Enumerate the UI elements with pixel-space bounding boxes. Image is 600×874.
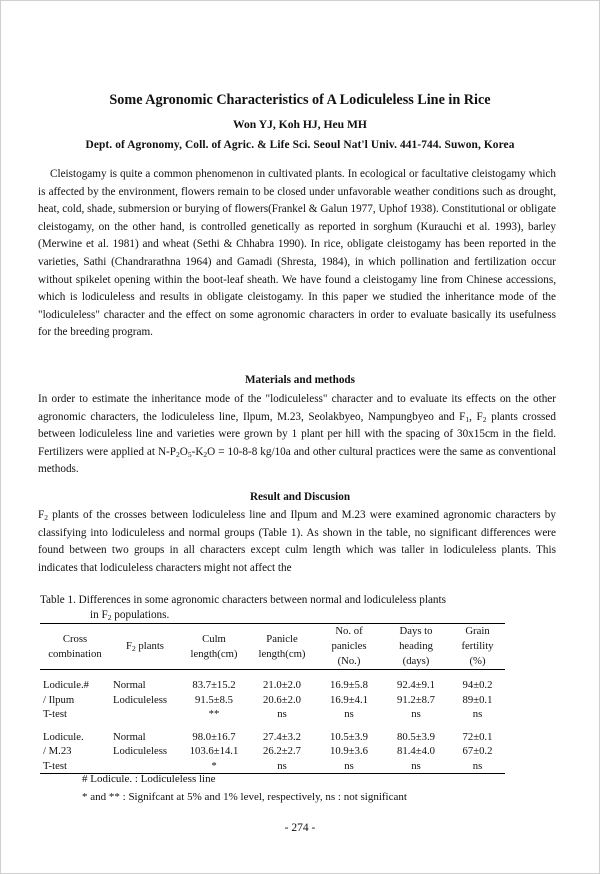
cell-days: ns	[382, 759, 450, 774]
table-row	[40, 744, 505, 759]
spacer	[40, 722, 505, 730]
cell-plants	[110, 759, 180, 774]
header-text: heading	[399, 640, 433, 652]
footnote-significance: * and ** : Signifcant at 5% and 1% level, respectively, ns : not significant	[82, 791, 407, 803]
header-text: Grain	[465, 625, 490, 637]
table-row	[40, 759, 505, 774]
cell-panicle: 26.2±2.7	[263, 745, 301, 757]
authors: Won YJ, Koh HJ, Heu MH	[233, 118, 367, 131]
header-text: plants	[135, 640, 164, 652]
methods-paragraph	[38, 391, 556, 479]
cell-culm: 103.6±14.1	[189, 745, 239, 757]
results-table	[40, 623, 505, 774]
table-row	[40, 730, 505, 745]
affiliation: Dept. of Agronomy, Coll. of Agric. & Life Sci. Seoul Nat'l Univ. 441-744. Suwon, Korea	[85, 139, 515, 151]
cell-no-panicles: ns	[344, 708, 354, 720]
footnote-lodicule: # Lodicule. : Lodiculeless line	[82, 773, 216, 785]
cell-culm: **	[208, 708, 220, 720]
cell-grain: 72±0.1	[462, 730, 493, 743]
header-text: length(cm)	[190, 647, 238, 660]
subscript: 2	[176, 449, 180, 459]
header-days-heading	[382, 624, 450, 670]
subscript: 1	[465, 414, 470, 424]
spacer	[40, 670, 505, 679]
cell-no-panicles: 16.9±5.8	[330, 679, 368, 691]
header-no-panicles	[316, 624, 382, 670]
header-text: (days)	[402, 655, 430, 667]
cell-plants: Normal	[113, 730, 146, 743]
header-plants	[110, 624, 180, 670]
cell-plants: Lodiculeless	[113, 693, 168, 706]
table-caption-line2	[40, 608, 520, 623]
cell-no-panicles: 10.5±3.9	[330, 730, 368, 743]
cell-no-panicles: 16.9±4.1	[330, 693, 368, 706]
header-grain-fertility	[450, 624, 505, 670]
methods-text: O	[179, 445, 188, 458]
results-text: plants of the crosses between lodiculeless line and Ilpum and M.23 were examined agronomic characters by classifying into lodiculeless and normal groups (Table 1). As shown in the table, no significant differences were found between two groups in all characters except culm length which was taller in lodiculeless plants. This indicates that lodiculeless characters might not affect the	[38, 509, 556, 574]
cell-grain: ns	[450, 759, 505, 774]
cell-panicle: ns	[248, 759, 316, 774]
cell-no-panicles: 10.9±3.6	[330, 745, 368, 757]
results-paragraph	[38, 507, 556, 577]
cell-days: 81.4±4.0	[397, 745, 435, 757]
cell-panicle: 20.6±2.0	[263, 693, 301, 706]
subscript: 2	[203, 449, 208, 459]
cell-panicle: 27.4±3.2	[263, 730, 301, 743]
table-row	[40, 693, 505, 708]
cell-grain: 67±0.2	[462, 745, 493, 757]
cell-cross: T-test	[40, 759, 110, 774]
cell-days: ns	[411, 708, 421, 720]
cell-cross: T-test	[43, 708, 67, 720]
header-text: (%)	[469, 655, 486, 667]
cell-no-panicles: ns	[316, 759, 382, 774]
table-header-row	[40, 624, 505, 670]
cell-grain: 94±0.2	[462, 679, 493, 691]
caption-text: in F	[90, 609, 108, 621]
header-text: panicles	[331, 640, 367, 652]
header-cross	[40, 624, 110, 670]
paper-title: Some Agronomic Characteristics of A Lodiculeless Line in Rice	[109, 92, 491, 108]
methods-text: -K	[191, 445, 204, 458]
cell-grain: ns	[472, 708, 483, 720]
cell-cross: Lodicule.#	[43, 679, 90, 691]
cell-culm: 83.7±15.2	[192, 679, 236, 691]
cell-panicle: ns	[277, 708, 287, 720]
methods-text: O = 10-8-8 kg/10a and other cultural practices were the same as conventional methods.	[38, 445, 556, 476]
header-text: No. of	[335, 625, 363, 637]
cell-plants: Normal	[113, 679, 146, 691]
subscript: 2	[107, 613, 112, 622]
header-text: Culm	[202, 632, 226, 645]
cell-days: 91.2±8.7	[397, 693, 435, 706]
cell-panicle: 21.0±2.0	[263, 679, 301, 691]
cell-cross: / M.23	[43, 745, 72, 757]
table-row	[40, 707, 505, 722]
cell-plants: Lodiculeless	[113, 745, 168, 757]
methods-text: plants crossed between lodiculeless line and varieties were grown by 1 plant per hill with the spacing of 30x15cm in the field. Fertilizers were applied at N-P	[38, 410, 556, 458]
cell-cross: Lodicule.	[43, 730, 84, 743]
header-culm	[180, 624, 248, 670]
caption-text: populations.	[111, 609, 170, 621]
cell-grain: 89±0.1	[462, 693, 493, 706]
subscript: 2	[482, 414, 487, 424]
header-text: fertility	[461, 640, 494, 652]
cell-cross: / Ilpum	[43, 693, 75, 706]
subscript: 2	[132, 644, 136, 653]
cell-days: 92.4±9.1	[397, 679, 435, 691]
cell-culm: *	[180, 759, 248, 774]
header-panicle	[248, 624, 316, 670]
results-heading: Result and Discusion	[249, 491, 351, 503]
cell-culm: 98.0±16.7	[192, 730, 236, 743]
table-caption	[40, 593, 520, 623]
results-text: F	[38, 509, 45, 521]
header-text: combination	[48, 647, 102, 660]
header-text: (No.)	[337, 655, 361, 667]
cell-culm: 91.5±8.5	[195, 693, 233, 706]
table-row	[40, 678, 505, 693]
intro-text: Cleistogamy is quite a common phenomenon in cultivated plants. In ecological or facultative cleistogamy which is affected by the environment, flowers remain to be closed under unfavorable weather conditions such as drought, heat, cold, shade, submersion or burying of flowers(Frankel & Galun 1977, Uphof 1938). Constitutional or obligate cleistogamy, on the other hand, is controlled genetically as reported in sorghum (Kurauchi et al. 1993), barley (Merwine et al. 1981) and wheat (Sethi & Chhabra 1990). In rice, obligate cleistogamy has been reported in the varieties, Sathi (Chandrarathna 1964) and Gamadi (Shresta, 1984), in which pollination and fertilization occur without spikelet opening within the boot-leaf sheath. We have found a cleistogamy line from Chinese accessions, which is lodiculeless and results in obligate cleistogamy. In this paper we studied the inheritance mode of the "lodiculeless" character and the effect on some agronomic characters in order to evaluate basically its usefulness for the breeding program.	[38, 168, 556, 339]
table-caption-line1: Table 1. Differences in some agronomic characters between normal and lodiculeless plants	[40, 594, 446, 606]
header-text: length(cm)	[258, 647, 306, 660]
intro-paragraph	[38, 166, 556, 342]
cell-plants	[110, 707, 180, 722]
subscript: 2	[44, 513, 48, 522]
header-text: F	[126, 640, 132, 652]
header-text: Days to	[399, 625, 433, 637]
methods-text: , F	[469, 410, 483, 423]
methods-heading: Materials and methods	[244, 374, 355, 386]
header-text: Cross	[62, 632, 88, 645]
subscript: 5	[187, 449, 192, 459]
cell-days: 80.5±3.9	[397, 730, 435, 743]
methods-text: In order to estimate the inheritance mode of the "lodiculeless" character and to evaluate its effects on the other agronomic characters, the lodiculeless line, Ilpum, M.23, Seolakbyeo, Nampungbyeo and F	[38, 393, 556, 423]
page-number: - 274 -	[284, 822, 316, 834]
header-text: Panicle	[266, 632, 298, 645]
